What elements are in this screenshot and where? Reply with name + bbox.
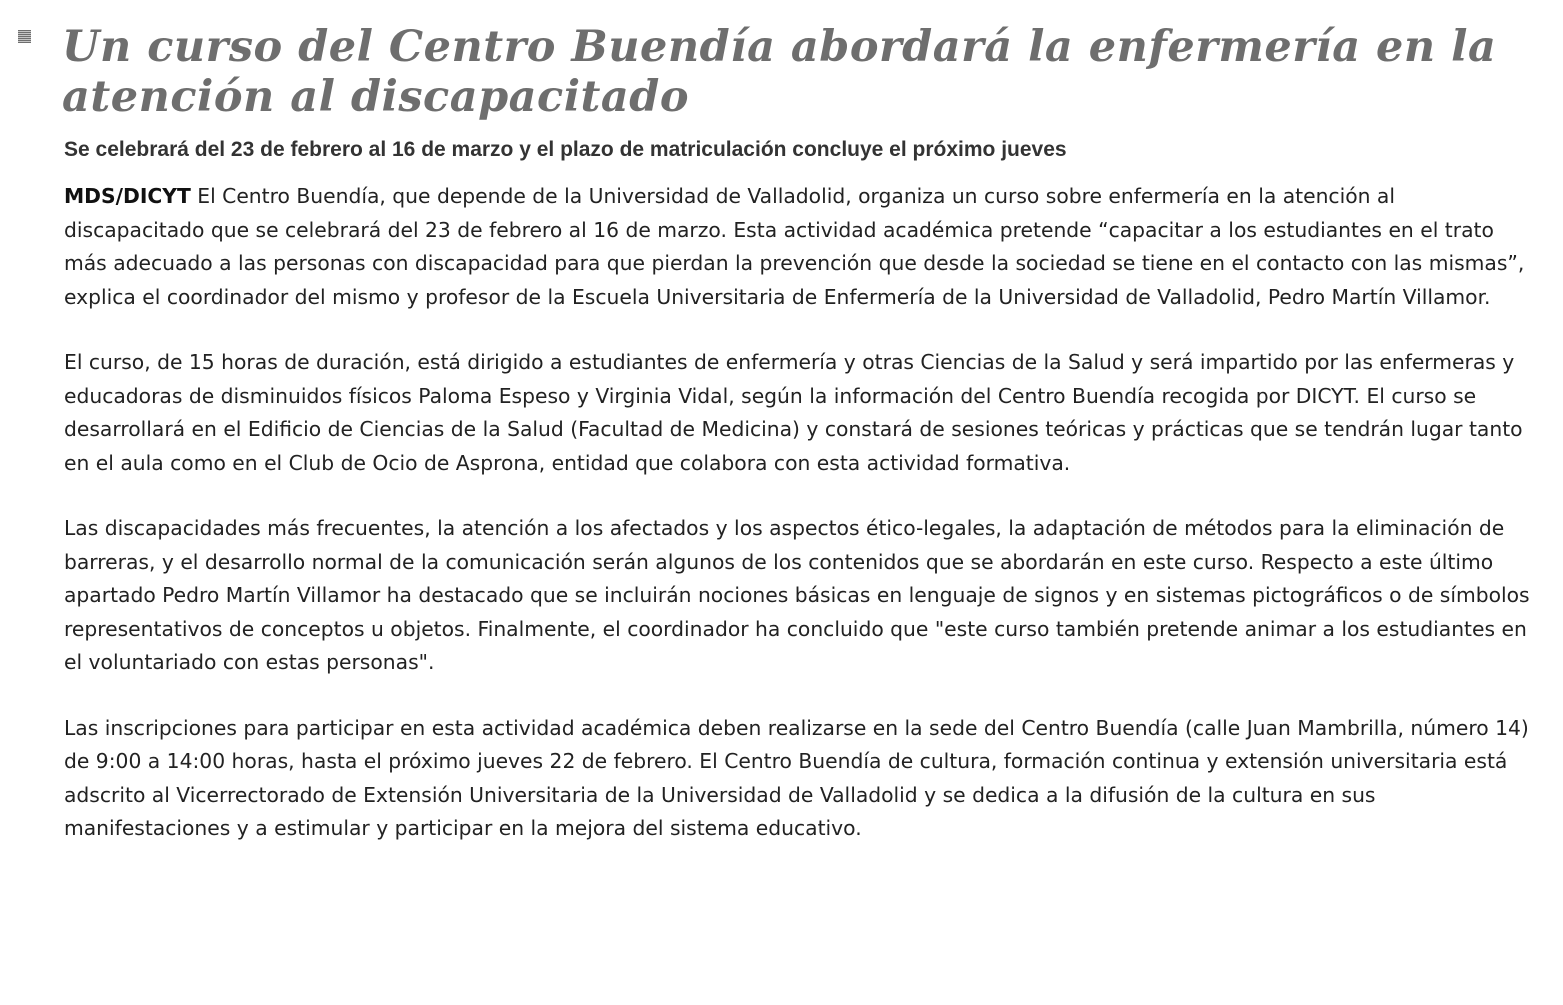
dateline: MDS/DICYT — [64, 184, 191, 208]
paragraph-4: Las inscripciones para participar en esta actividad académica deben realizarse en la sede del Centro Buendía (calle Juan Mambrilla, número 14) de 9:00 a 14:00 horas, hasta el próximo jueves 22 de febrero. El Centro Buendía de cultura, formación continua y extensión universitaria está adscrito al Vicerrectorado de Extensión Universitaria de la Universidad de Valladolid y se dedica a la difusión de la cultura en sus manifestaciones y a estimular y participar en la mejora del sistema educativo. — [64, 715, 1529, 840]
subheadline: Se celebrará del 23 de febrero al 16 de marzo y el plazo de matriculación concluye el próximo jueves — [64, 138, 1067, 161]
paragraph-2: El curso, de 15 horas de duración, está dirigido a estudiantes de enfermería y otras Ciencias de la Salud y será impartido por las enfermeras y educadoras de disminuidos físicos Paloma Espeso y Virginia Vidal, según la información del Centro Buendía recogida por DICYT. El curso se desarrollará en el Edificio de Ciencias de la Salud (Facultad de Medicina) y constará de sesiones teóricas y prácticas que se tendrán lugar tanto en el aula como en el Club de Ocio de Asprona, entidad que colabora con esta actividad formativa. — [64, 350, 1523, 475]
paragraph-1 — [64, 180, 1536, 314]
paragraph-3: Las discapacidades más frecuentes, la atención a los afectados y los aspectos ético-legales, la adaptación de métodos para la eliminación de barreras, y el desarrollo normal de la comunicación serán algunos de los contenidos que se abordarán en este curso. Respecto a este último apartado Pedro Martín Villamor ha destacado que se incluirán nociones básicas en lenguaje de signos y en sistemas pictográficos o de símbolos representativos de conceptos u objetos. Finalmente, el coordinador ha concluido que "este curso también pretende animar a los estudiantes en el voluntariado con estas personas". — [64, 516, 1530, 674]
paragraph-1-text: El Centro Buendía, que depende de la Universidad de Valladolid, organiza un curso sobre enfermería en la atención al discapacitado que se celebrará del 23 de febrero al 16 de marzo. Esta actividad académica pretende “capacitar a los estudiantes en el trato más adecuado a las personas con discapacidad para que pierdan la prevención que desde la sociedad se tiene en el contacto con las mismas”, explica el coordinador del mismo y profesor de la Escuela Universitaria de Enfermería de la Universidad de Valladolid, Pedro Martín Villamor. — [64, 184, 1525, 309]
square-bullet-icon — [18, 30, 31, 43]
article-body — [64, 180, 1536, 878]
headline: Un curso del Centro Buendía abordará la enfermería en la atención al discapacitado — [62, 22, 1497, 122]
